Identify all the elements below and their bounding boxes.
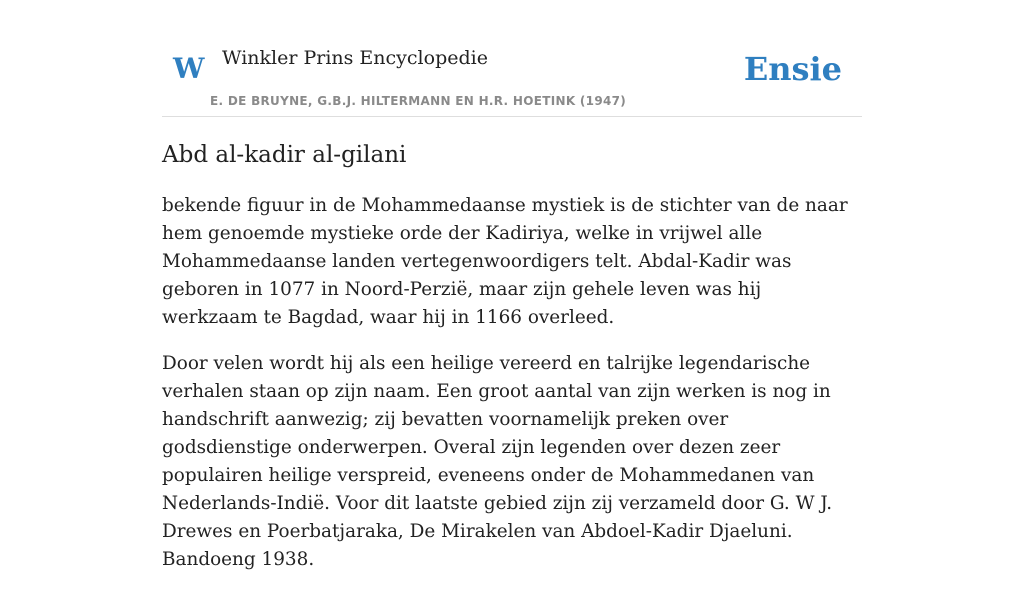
source-authors: E. DE BRUYNE, G.B.J. HILTERMANN EN H.R. HOETINK (1947) <box>210 94 627 108</box>
article-paragraph-2: Door velen wordt hij als een heilige vereerd en talrijke legendarische verhalen staan op zijn naam. Een groot aantal van zijn werken is nog in handschrift aanwezig; zij bevatten voornamelijk preken over godsdienstige onderwerpen. Overal zijn legenden over dezen zeer populairen heilige verspreid, eveneens onder de Mohammedanen van Nederlands-Indië. Voor dit laatste gebied zijn zij verzameld door G. W J. Drewes en Poerbatjaraka, De Mirakelen van Abdoel-Kadir Djaeluni. Bandoeng 1938. <box>162 353 833 570</box>
article-paragraph-1: bekende figuur in de Mohammedaanse mystiek is de stichter van de naar hem genoemde mystieke orde der Kadiriya, welke in vrijwel alle Mohammedaanse landen vertegenwoordigers telt. Abdal-Kadir was geboren in 1077 in Noord-Perzië, maar zijn gehele leven was hij werkzaam te Bagdad, waar hij in 1166 overleed. <box>162 195 848 328</box>
article-title: Abd al-kadir al-gilani <box>162 142 407 168</box>
source-title[interactable]: Winkler Prins Encyclopedie <box>222 47 488 69</box>
source-header <box>162 0 862 117</box>
winkler-prins-logo: W <box>173 52 205 85</box>
ensie-logo[interactable]: Ensie <box>743 50 842 88</box>
article-body <box>162 192 862 592</box>
